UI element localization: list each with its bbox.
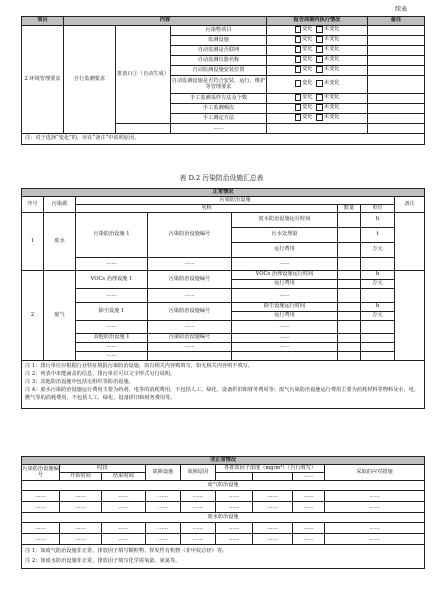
ellipsis: …… [76, 352, 148, 361]
subcategory-cell: 自行监测要求 [64, 26, 116, 134]
checkbox-icon[interactable] [295, 94, 302, 101]
ellipsis: …… [148, 289, 232, 303]
monitoring-item: 手工监测频次 [171, 104, 267, 114]
ellipsis: …… [148, 343, 232, 352]
changed-option[interactable]: 变化 [295, 80, 313, 87]
status-options [267, 94, 368, 104]
header-quantity: 数量 [338, 205, 361, 213]
gas-section-title: 废气防治设施 [22, 481, 425, 491]
checkbox-icon[interactable] [295, 36, 302, 43]
unchanged-option[interactable]: 未变化 [316, 56, 339, 63]
ellipsis: …… [60, 491, 102, 502]
ellipsis: …… [325, 491, 425, 502]
ellipsis: …… [232, 321, 338, 334]
header-end-time: 结束时间 [102, 473, 146, 481]
ellipsis: …… [148, 258, 232, 271]
water-section-title: 废水防治设施 [22, 513, 425, 523]
ellipsis: …… [102, 534, 146, 545]
ellipsis: …… [232, 334, 338, 343]
header-concentration: 各排放因子浓度（mg/m³）（自行填写） [216, 465, 325, 473]
unchanged-option[interactable]: 未变化 [316, 94, 339, 101]
ellipsis: …… [325, 534, 425, 545]
status-options [267, 26, 368, 36]
ellipsis: …… [60, 523, 102, 534]
header-fault-reason: 故障原因 [181, 465, 216, 481]
header-facility: 污染防治设施 [76, 197, 395, 205]
ellipsis: …… [253, 491, 293, 502]
abnormal-row [22, 523, 425, 534]
checkbox-icon[interactable] [316, 94, 323, 101]
monitoring-item: 自动监测是否联网 [171, 46, 267, 56]
header-content: 内容 [64, 17, 267, 26]
checkbox-icon[interactable] [295, 104, 302, 111]
remark-cell [368, 104, 425, 114]
remark-cell [368, 36, 425, 46]
header-remark: 备注 [368, 17, 425, 26]
gas-seq: 2 [22, 271, 44, 361]
changed-option[interactable]: 变化 [295, 36, 313, 43]
table-d2-caption: 表 D.2 污染防治设施汇总表 [179, 174, 264, 182]
header-period: 时段 [60, 465, 146, 473]
unchanged-option[interactable]: 未变化 [316, 104, 339, 111]
ellipsis: …… [76, 321, 148, 334]
unchanged-option[interactable]: 未变化 [316, 114, 339, 121]
header-measures: 采取的应对措施 [325, 465, 425, 481]
status-options [267, 46, 368, 56]
ellipsis: …… [253, 502, 293, 513]
remark-cell [368, 94, 425, 104]
checkbox-icon[interactable] [295, 114, 302, 121]
note-line: 注 2：如废水防治设施非正常，排放因子填写化学需氧量、氨氮等。 [25, 557, 181, 564]
ellipsis: …… [293, 502, 325, 513]
dust-item: 运行费用 [232, 312, 338, 321]
table2-notes [22, 361, 425, 409]
wastewater-seq: 1 [22, 213, 44, 271]
pollution-facility-table [21, 188, 425, 409]
ellipsis: …… [102, 502, 146, 513]
abnormal-table [21, 456, 425, 569]
ellipsis: …… [232, 258, 338, 271]
checkbox-icon[interactable] [316, 26, 323, 33]
status-options [267, 104, 368, 114]
checkbox-icon[interactable] [316, 66, 323, 73]
header-start-time: 开始时间 [60, 473, 102, 481]
remark-cell [368, 76, 425, 94]
ellipsis: …… [216, 534, 253, 545]
header-fault-facility: 故障设施 [146, 465, 181, 481]
unchanged-option[interactable]: 未变化 [316, 26, 339, 33]
self-monitoring-table [21, 16, 425, 145]
header-source: 污染源 [44, 197, 76, 213]
ellipsis: …… [22, 502, 60, 513]
abnormal-row [22, 491, 425, 502]
ellipsis: …… [232, 289, 338, 303]
ellipsis: …… [146, 523, 181, 534]
checkbox-icon[interactable] [295, 46, 302, 53]
monitoring-item: 手工测定方法 [171, 114, 267, 124]
monitoring-item: 自动监测设施是否符合安装、运行、维护等管理要求 [171, 76, 267, 94]
wastewater-item: 废水防治设施运行时间 [232, 213, 338, 228]
vocs-facility-code: 污染防治设施编号 [148, 271, 232, 289]
ellipsis: …… [102, 491, 146, 502]
header-remark: 备注 [395, 197, 425, 213]
wastewater-facility-code: 污染防治设施编号 [148, 213, 232, 258]
header-item: 项目 [22, 17, 64, 26]
wastewater-item: 污水处理量 [232, 228, 338, 243]
remark-cell [368, 66, 425, 76]
unchanged-option[interactable]: 未变化 [316, 46, 339, 53]
note-line: 注 2：列表中未能涵盖的信息，排污单位可以文字形式另行说明。 [25, 371, 176, 378]
changed-option[interactable]: 变化 [295, 114, 313, 121]
note-line: 注 4：废水污染防治设施运行费用主要为药剂、电等的消耗费用，不包括人工、绿化、设备折旧和财务费用等；废气污染防治设施运行费用主要为消耗材料等物料及水、电、燃气等的消耗费用，不包括人工、绿化、设备折旧和财务费用等。 [25, 387, 420, 402]
normal-title: 正常情况 [22, 189, 425, 197]
table3-notes [22, 545, 425, 569]
ellipsis: …… [148, 321, 232, 334]
gas-source: 废气 [44, 271, 76, 361]
ellipsis: …… [216, 502, 253, 513]
dust-unit: 万元 [361, 312, 395, 321]
ellipsis: …… [293, 473, 325, 481]
ellipsis: …… [293, 523, 325, 534]
table1-note: 注：对于选择“变化”的，应在“备注”中说明原因。 [22, 134, 425, 145]
monitoring-item: 污染物项目 [171, 26, 267, 36]
ellipsis: …… [253, 534, 293, 545]
vocs-facility: VOCs 治理设施 1 [76, 271, 148, 289]
ellipsis: …… [76, 343, 148, 352]
ellipsis: …… [22, 491, 60, 502]
abnormal-row [22, 502, 425, 513]
dust-item: 除尘设施运行时间 [232, 303, 338, 312]
wastewater-source: 废水 [44, 213, 76, 271]
vocs-item: VOCs 治理设施运行时间 [232, 271, 338, 280]
ellipsis: …… [181, 534, 216, 545]
status-options [267, 56, 368, 66]
other-facility-code: 污染防治设施编号 [148, 334, 232, 343]
continued-label: 续表 [394, 6, 407, 13]
wastewater-unit: t [361, 228, 395, 243]
ellipsis: …… [146, 534, 181, 545]
checkbox-icon[interactable] [316, 46, 323, 53]
ellipsis: …… [293, 491, 325, 502]
checkbox-icon[interactable] [316, 104, 323, 111]
changed-option[interactable]: 变化 [295, 26, 313, 33]
checkbox-icon[interactable] [316, 80, 323, 87]
ellipsis: …… [146, 491, 181, 502]
unchanged-option[interactable]: 未变化 [316, 66, 339, 73]
ellipsis: …… [146, 502, 181, 513]
status-options [267, 36, 368, 46]
monitoring-item: 监测设施 [171, 36, 267, 46]
dust-facility-code: 污染防治设施编号 [148, 303, 232, 321]
ellipsis: …… [181, 523, 216, 534]
monitoring-item: 自动监测仪器名称 [171, 56, 267, 66]
ellipsis: …… [76, 289, 148, 303]
outlet-cell: 排放口①（自动生成） [116, 26, 171, 124]
status-options [267, 114, 368, 124]
remark-cell [368, 46, 425, 56]
note-line: 注 1：排污单位应根据行业特征填报污染防治设施，如有相关内容则填写，如无相关内容则不填写。 [25, 363, 254, 369]
header-unit: 单位 [361, 205, 395, 213]
checkbox-icon[interactable] [295, 56, 302, 63]
ellipsis: …… [60, 534, 102, 545]
checkbox-icon[interactable] [316, 114, 323, 121]
note-line: 注 1：如废气防治设施非正常，排放因子填写颗粒物、挥发性有机物（非甲烷总烃）等。 [25, 547, 228, 554]
vocs-item: 运行费用 [232, 280, 338, 289]
abnormal-title: 非正常情况 [22, 457, 425, 465]
ellipsis: …… [216, 523, 253, 534]
wastewater-item: 运行费用 [232, 243, 338, 258]
changed-option[interactable]: 变化 [295, 46, 313, 53]
monitoring-item: 手工监测采样方法及个数 [171, 94, 267, 104]
header-seq: 序号 [22, 197, 44, 213]
ellipsis: …… [102, 523, 146, 534]
remark-cell [368, 56, 425, 66]
abnormal-row [22, 534, 425, 545]
vocs-unit: 万元 [361, 280, 395, 289]
checkbox-icon[interactable] [316, 56, 323, 63]
monitoring-row [22, 26, 425, 36]
ellipsis: …… [76, 258, 148, 271]
category-cell: 2 环境管理要求 [22, 26, 64, 134]
dust-facility: 除尘设施 1 [76, 303, 148, 321]
header-status: 报告周期内执行情况 [267, 17, 368, 26]
monitoring-item: 自动监测设施安装位置 [171, 66, 267, 76]
unchanged-option[interactable]: 未变化 [316, 36, 339, 43]
wastewater-unit: 万元 [361, 243, 395, 258]
changed-option[interactable]: 变化 [295, 56, 313, 63]
header-name: 名称 [76, 205, 338, 213]
remark-cell [368, 114, 425, 124]
ellipsis: …… [325, 502, 425, 513]
status-options [267, 76, 368, 94]
ellipsis: …… [60, 502, 102, 513]
status-options [267, 66, 368, 76]
header-facility-code: 污染防治设施编号 [22, 465, 60, 481]
other-facility: 其他防治设施 1 [76, 334, 148, 343]
changed-option[interactable]: 变化 [295, 104, 313, 111]
ellipsis: …… [181, 502, 216, 513]
changed-option[interactable]: 变化 [295, 94, 313, 101]
checkbox-icon[interactable] [295, 66, 302, 73]
vocs-unit: h [361, 271, 395, 280]
ellipsis: …… [253, 523, 293, 534]
checkbox-icon[interactable] [295, 80, 302, 87]
monitoring-item: …… [171, 124, 267, 134]
remark-cell [368, 26, 425, 36]
note-line: 注 3：其他防治设施中包括无组织等防治设施。 [25, 379, 134, 386]
checkbox-icon[interactable] [316, 36, 323, 43]
checkbox-icon[interactable] [295, 26, 302, 33]
dust-unit: h [361, 303, 395, 312]
ellipsis: …… [232, 343, 338, 352]
ellipsis: …… [181, 491, 216, 502]
unchanged-option[interactable]: 未变化 [316, 80, 339, 87]
ellipsis: …… [293, 534, 325, 545]
wastewater-unit: h [361, 213, 395, 228]
ellipsis: …… [325, 523, 425, 534]
changed-option[interactable]: 变化 [295, 66, 313, 73]
ellipsis: …… [22, 534, 60, 545]
ellipsis: …… [22, 523, 60, 534]
ellipsis: …… [216, 491, 253, 502]
wastewater-facility: 污染防治设施 1 [76, 213, 148, 258]
